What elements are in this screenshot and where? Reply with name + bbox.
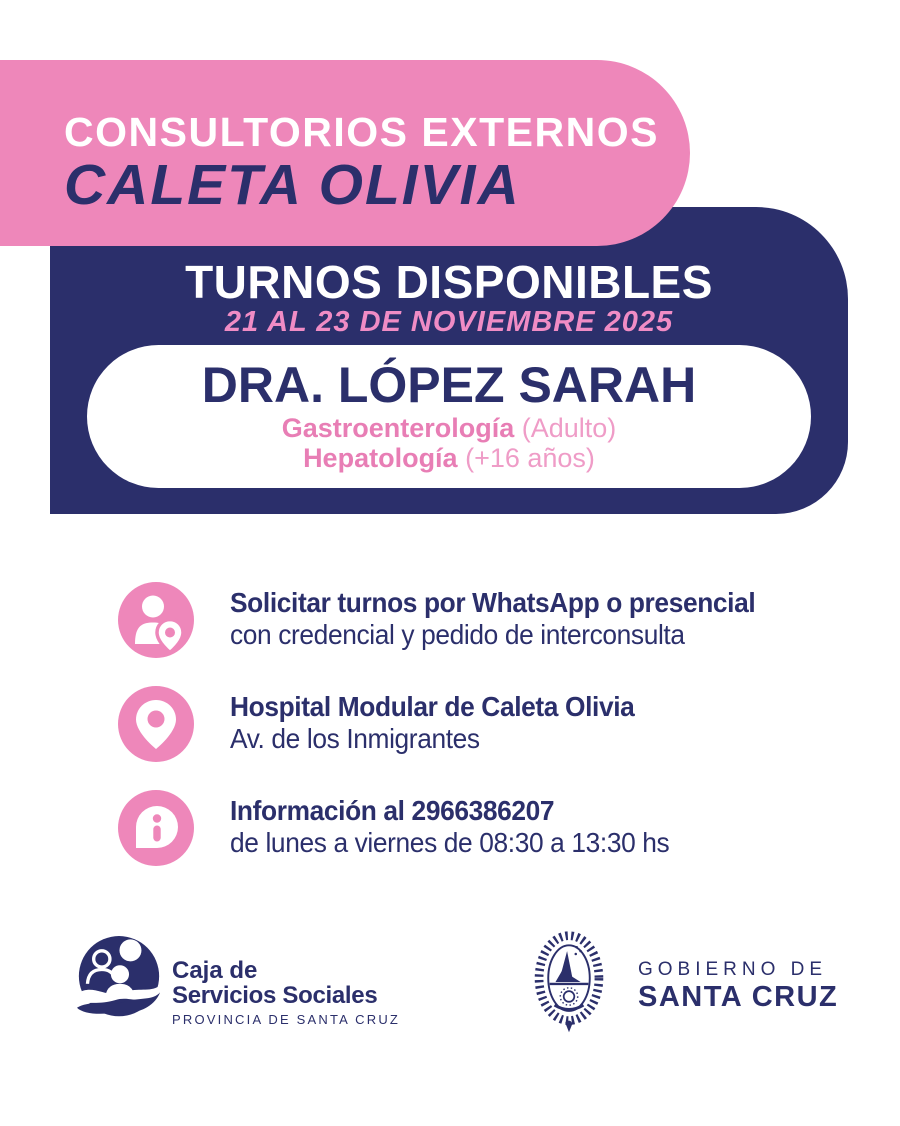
info-text	[230, 790, 669, 859]
header-line1: CONSULTORIOS EXTERNOS	[64, 109, 659, 155]
doctor-name: DRA. LÓPEZ SARAH	[201, 357, 697, 413]
card-dates: 21 AL 23 DE NOVIEMBRE 2025	[224, 306, 674, 338]
info-text	[230, 582, 755, 651]
gobierno-line1: GOBIERNO DE	[638, 959, 828, 980]
header-line2: CALETA OLIVIA	[64, 153, 521, 217]
info-regular-line: con credencial y pedido de interconsulta	[230, 619, 685, 650]
info-bold-line: Información al 2966386207	[230, 795, 555, 826]
info-row-phone	[118, 790, 838, 866]
specialty-name: Hepatología	[303, 443, 458, 473]
info-row-turnos	[118, 582, 838, 658]
location-pin-icon	[118, 686, 194, 762]
caja-family-icon	[76, 932, 162, 1033]
info-bold-line: Hospital Modular de Caleta Olivia	[230, 691, 635, 722]
caja-text	[172, 932, 400, 1027]
specialty-line	[87, 413, 811, 443]
gobierno-line2: SANTA CRUZ	[638, 981, 839, 1013]
info-row-location	[118, 686, 838, 762]
card-title: TURNOS DISPONIBLES	[185, 256, 713, 308]
caja-line2: Servicios Sociales	[172, 982, 378, 1009]
turnos-card	[50, 207, 848, 514]
info-text	[230, 686, 634, 755]
caja-line3: PROVINCIA DE SANTA CRUZ	[172, 1012, 401, 1027]
header-banner	[0, 60, 690, 246]
info-regular-line: de lunes a viernes de 08:30 a 13:30 hs	[230, 827, 670, 858]
specialty-name: Gastroenterología	[281, 413, 515, 443]
specialty-note: (Adulto)	[521, 413, 617, 443]
doctor-pill	[87, 345, 811, 488]
info-regular-line: Av. de los Inmigrantes	[230, 723, 480, 754]
caja-logo-group	[76, 932, 400, 1033]
info-icon	[118, 790, 194, 866]
person-with-pin-icon	[118, 582, 194, 658]
caja-line1: Caja de	[172, 957, 258, 984]
gobierno-logo-group	[528, 926, 838, 1043]
info-bold-line: Solicitar turnos por WhatsApp o presencial	[230, 587, 756, 618]
santa-cruz-crest-icon	[528, 926, 610, 1043]
specialty-line	[87, 443, 811, 473]
specialty-note: (+16 años)	[465, 443, 595, 473]
gobierno-text	[638, 926, 838, 1012]
